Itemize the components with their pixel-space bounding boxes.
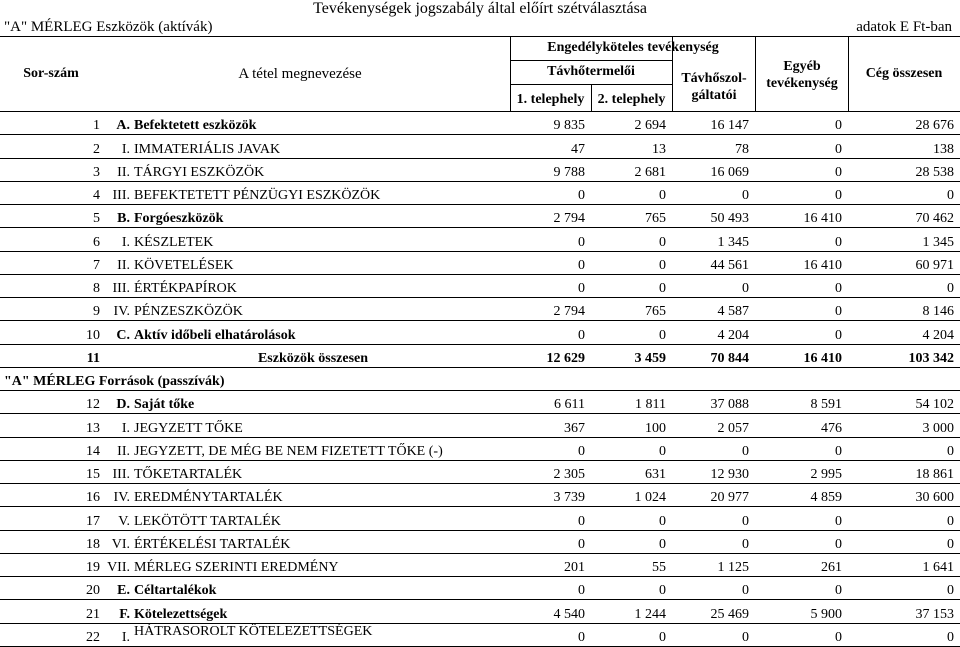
cell-value: 1 345 (672, 228, 755, 251)
cell-value: 54 102 (848, 391, 960, 414)
row-code: I. (104, 414, 134, 437)
cell-value: 0 (755, 321, 848, 344)
row-code: A. (104, 112, 134, 135)
row-code: D. (104, 391, 134, 414)
cell-value: 78 (672, 135, 755, 158)
row-code: F. (104, 600, 134, 623)
cell-value: 3 739 (510, 484, 591, 507)
cell-value: 0 (510, 228, 591, 251)
cell-value: 28 538 (848, 158, 960, 181)
table-row (0, 507, 960, 530)
table-row (0, 530, 960, 553)
cell-value: 25 469 (672, 600, 755, 623)
cell-value: 0 (755, 623, 848, 646)
row-number: 8 (0, 274, 104, 297)
cell-value: 0 (591, 274, 672, 297)
row-number: 18 (0, 530, 104, 553)
cell-value: 765 (591, 298, 672, 321)
cell-value: 3 459 (591, 344, 672, 367)
cell-value: 0 (591, 181, 672, 204)
table-row (0, 135, 960, 158)
table-row (0, 251, 960, 274)
table-row (0, 274, 960, 297)
table-row (0, 228, 960, 251)
row-name: TŐKETARTALÉK (134, 460, 510, 483)
table-row (0, 391, 960, 414)
row-number: 4 (0, 181, 104, 204)
cell-value: 18 861 (848, 460, 960, 483)
cell-value: 0 (591, 437, 672, 460)
row-name: JEGYZETT TŐKE (134, 414, 510, 437)
cell-value: 44 561 (672, 251, 755, 274)
row-name: Aktív időbeli elhatárolások (134, 321, 510, 344)
cell-value: 0 (672, 577, 755, 600)
row-name: EREDMÉNYTARTALÉK (134, 484, 510, 507)
cell-value: 261 (755, 553, 848, 576)
row-code: VII. (104, 553, 134, 576)
cell-value: 0 (755, 181, 848, 204)
row-code: II. (104, 251, 134, 274)
row-code: I. (104, 623, 134, 646)
row-number: 22 (0, 623, 104, 646)
row-code: IV. (104, 484, 134, 507)
cell-value: 37 153 (848, 600, 960, 623)
cell-value: 0 (672, 530, 755, 553)
cell-value: 0 (591, 321, 672, 344)
table-row (0, 344, 960, 367)
cell-value: 70 844 (672, 344, 755, 367)
row-number: 20 (0, 577, 104, 600)
section-title-assets: "A" MÉRLEG Eszközök (aktívák) (4, 19, 213, 35)
table-row (0, 553, 960, 576)
cell-value: 0 (755, 577, 848, 600)
cell-value: 0 (755, 298, 848, 321)
cell-value: 100 (591, 414, 672, 437)
row-code: IV. (104, 298, 134, 321)
table-row (0, 158, 960, 181)
cell-value: 60 971 (848, 251, 960, 274)
cell-value: 0 (755, 158, 848, 181)
row-code: I. (104, 135, 134, 158)
cell-value: 0 (755, 437, 848, 460)
table-row (0, 321, 960, 344)
table-row (0, 623, 960, 646)
row-number: 21 (0, 600, 104, 623)
cell-value: 9 788 (510, 158, 591, 181)
cell-value: 0 (591, 507, 672, 530)
cell-value: 2 057 (672, 414, 755, 437)
cell-value: 5 900 (755, 600, 848, 623)
row-name: JEGYZETT, DE MÉG BE NEM FIZETETT TŐKE (-) (134, 437, 510, 460)
cell-value: 0 (848, 507, 960, 530)
row-number: 14 (0, 437, 104, 460)
cell-value: 0 (755, 112, 848, 135)
header-top-border (0, 36, 960, 37)
row-code: B. (104, 205, 134, 228)
row-name: IMMATERIÁLIS JAVAK (134, 135, 510, 158)
row-name: ÉRTÉKPAPÍROK (134, 274, 510, 297)
cell-value: 0 (755, 530, 848, 553)
cell-value: 0 (510, 623, 591, 646)
row-number: 9 (0, 298, 104, 321)
row-name: Céltartalékok (134, 577, 510, 600)
row-number: 6 (0, 228, 104, 251)
cell-value: 103 342 (848, 344, 960, 367)
cell-value: 1 641 (848, 553, 960, 576)
row-code: III. (104, 274, 134, 297)
cell-value: 0 (591, 251, 672, 274)
row-code: III. (104, 181, 134, 204)
cell-value: 0 (510, 181, 591, 204)
cell-value: 2 794 (510, 298, 591, 321)
cell-value: 631 (591, 460, 672, 483)
cell-value: 47 (510, 135, 591, 158)
cell-value: 0 (755, 274, 848, 297)
row-code: II. (104, 158, 134, 181)
row-name: KÉSZLETEK (134, 228, 510, 251)
page-title: Tevékenységek jogszabály által előírt szétválasztása (313, 0, 647, 17)
cell-value: 4 204 (848, 321, 960, 344)
cell-value: 0 (755, 228, 848, 251)
header-sub-border (510, 60, 672, 61)
cell-value: 0 (591, 530, 672, 553)
cell-value: 0 (591, 623, 672, 646)
header-egyeb: Egyéb tevékenység (766, 59, 838, 91)
cell-value: 0 (672, 623, 755, 646)
row-name: Befektetett eszközök (134, 112, 510, 135)
cell-value: 367 (510, 414, 591, 437)
cell-value: 70 462 (848, 205, 960, 228)
row-code (104, 344, 134, 367)
row-code: I. (104, 228, 134, 251)
table-row (0, 112, 960, 135)
cell-value: 8 146 (848, 298, 960, 321)
row-name: ÉRTÉKELÉSI TARTALÉK (134, 530, 510, 553)
row-number: 16 (0, 484, 104, 507)
table-row (0, 181, 960, 204)
row-name: Forgóeszközök (134, 205, 510, 228)
row-name: MÉRLEG SZERINTI EREDMÉNY (134, 553, 510, 576)
header-engedelykoteles: Engedélyköteles tevékenység (547, 40, 719, 55)
table-row (0, 577, 960, 600)
cell-value: 1 244 (591, 600, 672, 623)
cell-value: 16 069 (672, 158, 755, 181)
row-name: TÁRGYI ESZKÖZÖK (134, 158, 510, 181)
cell-value: 12 930 (672, 460, 755, 483)
cell-value: 0 (848, 623, 960, 646)
row-number: 12 (0, 391, 104, 414)
cell-value: 8 591 (755, 391, 848, 414)
cell-value: 2 995 (755, 460, 848, 483)
row-name: BEFEKTETETT PÉNZÜGYI ESZKÖZÖK (134, 181, 510, 204)
cell-value: 765 (591, 205, 672, 228)
cell-value: 0 (755, 135, 848, 158)
cell-value: 0 (848, 530, 960, 553)
header-telephely-2: 2. telephely (597, 92, 666, 107)
cell-value: 2 694 (591, 112, 672, 135)
header-megnevezes: A tétel megnevezése (238, 66, 362, 82)
balance-table (0, 112, 960, 647)
row-number: 2 (0, 135, 104, 158)
row-number: 13 (0, 414, 104, 437)
cell-value: 13 (591, 135, 672, 158)
cell-value: 0 (755, 507, 848, 530)
cell-value: 0 (672, 437, 755, 460)
cell-value: 12 629 (510, 344, 591, 367)
cell-value: 16 410 (755, 205, 848, 228)
cell-value: 0 (591, 577, 672, 600)
cell-value: 476 (755, 414, 848, 437)
cell-value: 4 859 (755, 484, 848, 507)
cell-value: 2 305 (510, 460, 591, 483)
cell-value: 30 600 (848, 484, 960, 507)
cell-value: 2 681 (591, 158, 672, 181)
cell-value: 201 (510, 553, 591, 576)
header-sorszam: Sor-szám (23, 66, 79, 81)
cell-value: 55 (591, 553, 672, 576)
row-number: 17 (0, 507, 104, 530)
row-name: PÉNZESZKÖZÖK (134, 298, 510, 321)
table-row (0, 600, 960, 623)
unit-label: adatok E Ft-ban (856, 19, 952, 35)
cell-value: 0 (848, 577, 960, 600)
header-tavhoszolgaltatoi: Távhőszol-gáltatói (681, 71, 747, 103)
cell-value: 28 676 (848, 112, 960, 135)
cell-value: 4 587 (672, 298, 755, 321)
table-row (0, 437, 960, 460)
row-code: II. (104, 437, 134, 460)
cell-value: 20 977 (672, 484, 755, 507)
cell-value: 0 (672, 274, 755, 297)
row-name: HÁTRASOROLT KÖTELEZETTSÉGEK (134, 623, 510, 646)
cell-value: 0 (510, 507, 591, 530)
cell-value: 0 (848, 274, 960, 297)
table-row (0, 460, 960, 483)
header-telephely-1: 1. telephely (516, 92, 585, 107)
row-code: E. (104, 577, 134, 600)
row-code: VI. (104, 530, 134, 553)
cell-value: 50 493 (672, 205, 755, 228)
row-name: LEKÖTÖTT TARTALÉK (134, 507, 510, 530)
cell-value: 1 345 (848, 228, 960, 251)
cell-value: 16 410 (755, 344, 848, 367)
cell-value: 4 204 (672, 321, 755, 344)
cell-value: 1 024 (591, 484, 672, 507)
cell-value: 0 (510, 530, 591, 553)
cell-value: 1 811 (591, 391, 672, 414)
section-title-liabilities: "A" MÉRLEG Források (passzívák) (0, 367, 960, 390)
cell-value: 138 (848, 135, 960, 158)
cell-value: 0 (510, 577, 591, 600)
row-name: Saját tőke (134, 391, 510, 414)
cell-value: 9 835 (510, 112, 591, 135)
table-row (0, 298, 960, 321)
cell-value: 0 (591, 228, 672, 251)
cell-value: 4 540 (510, 600, 591, 623)
table-row (0, 414, 960, 437)
cell-value: 3 000 (848, 414, 960, 437)
cell-value: 16 147 (672, 112, 755, 135)
row-number: 3 (0, 158, 104, 181)
cell-value: 2 794 (510, 205, 591, 228)
row-number: 11 (0, 344, 104, 367)
table-row (0, 205, 960, 228)
section-row (0, 367, 960, 390)
header-ceg-osszesen: Cég összesen (865, 66, 943, 81)
cell-value: 16 410 (755, 251, 848, 274)
cell-value: 0 (672, 181, 755, 204)
row-number: 10 (0, 321, 104, 344)
row-name: KÖVETELÉSEK (134, 251, 510, 274)
row-code: C. (104, 321, 134, 344)
cell-value: 0 (510, 437, 591, 460)
cell-value: 6 611 (510, 391, 591, 414)
cell-value: 0 (510, 321, 591, 344)
cell-value: 1 125 (672, 553, 755, 576)
row-code: V. (104, 507, 134, 530)
cell-value: 0 (848, 437, 960, 460)
cell-value: 0 (510, 274, 591, 297)
header-tavhotermeloi: Távhőtermelői (547, 64, 635, 79)
row-number: 1 (0, 112, 104, 135)
row-number: 15 (0, 460, 104, 483)
cell-value: 37 088 (672, 391, 755, 414)
row-name: Eszközök összesen (134, 344, 510, 367)
row-number: 5 (0, 205, 104, 228)
row-name: Kötelezettségek (134, 600, 510, 623)
row-number: 19 (0, 553, 104, 576)
cell-value: 0 (848, 181, 960, 204)
table-row (0, 484, 960, 507)
row-code: III. (104, 460, 134, 483)
row-number: 7 (0, 251, 104, 274)
cell-value: 0 (510, 251, 591, 274)
cell-value: 0 (672, 507, 755, 530)
